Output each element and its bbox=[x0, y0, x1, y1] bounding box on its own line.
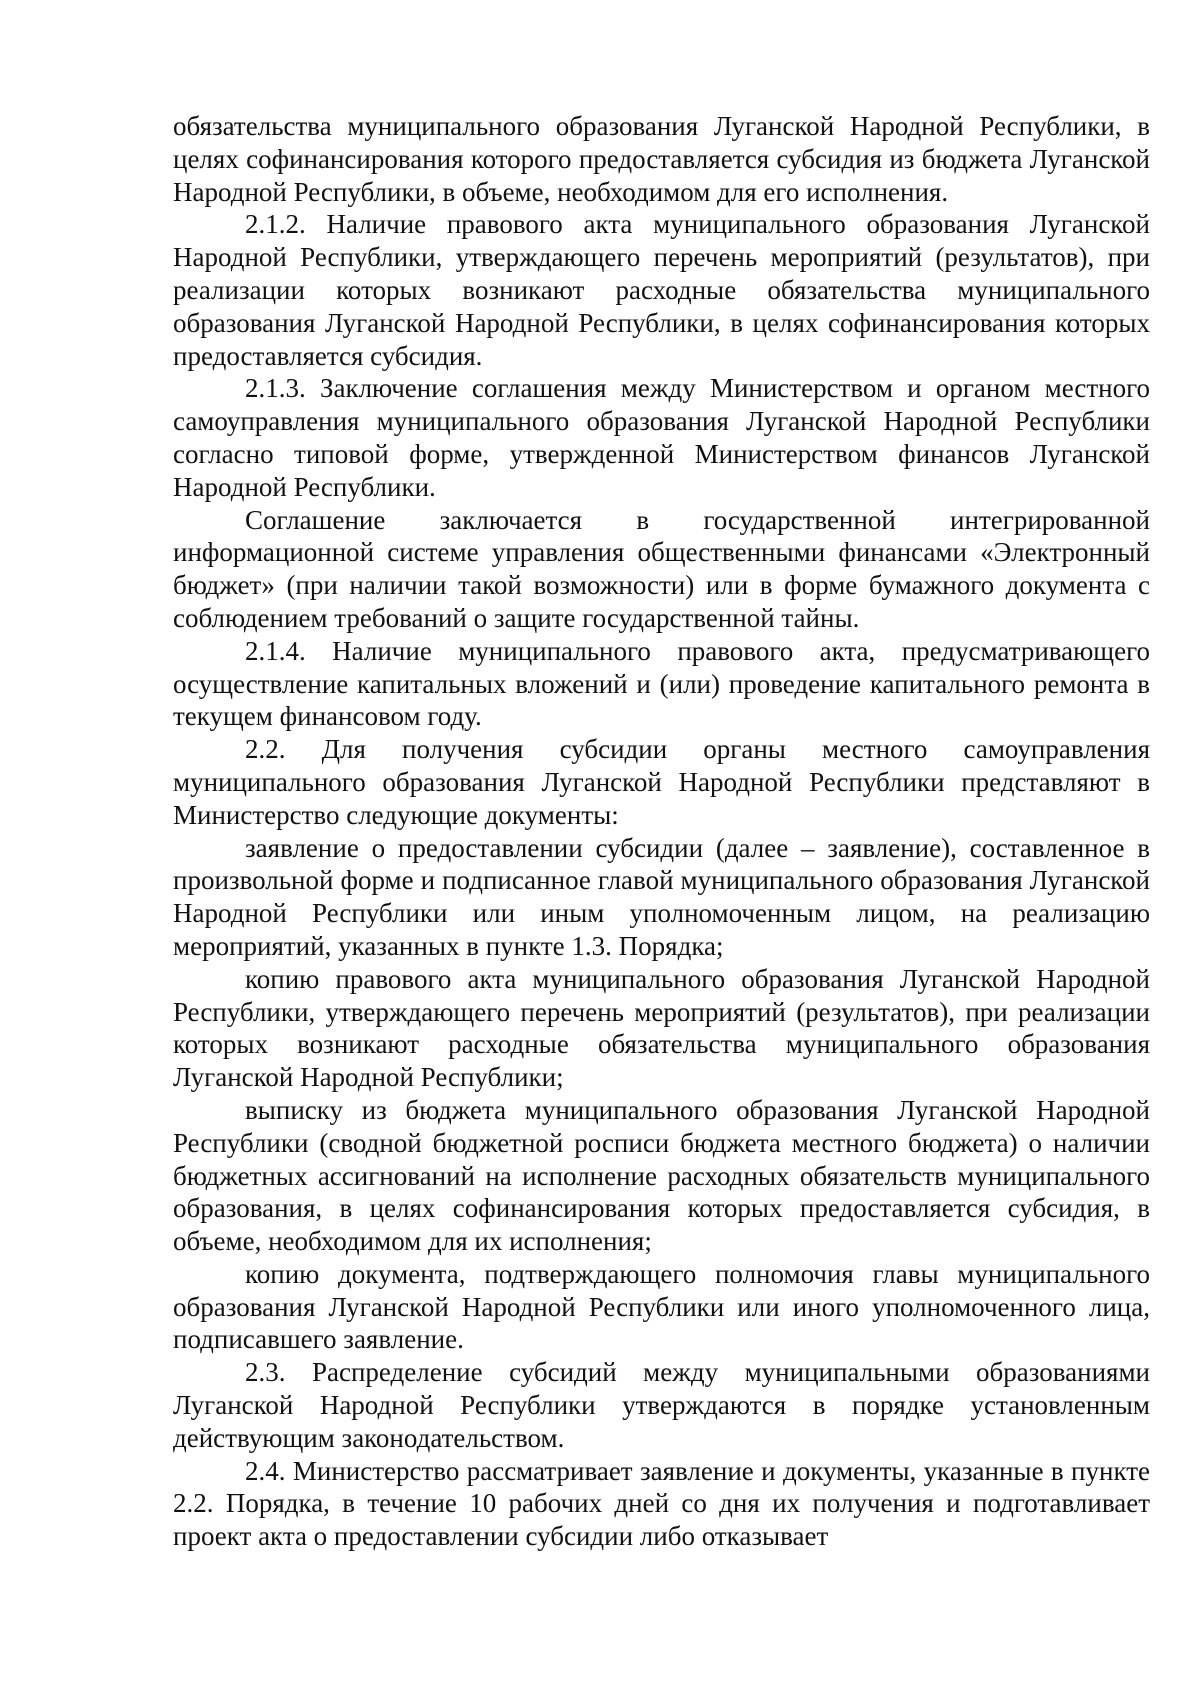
paragraph-2-1-4: 2.1.4. Наличие муниципального правового акта, предусматривающего осуществление капитальных вложений и (или) проведение капитального ремонта в текущем финансовом году. bbox=[173, 635, 1150, 732]
paragraph-2-1-3: 2.1.3. Заключение соглашения между Министерством и органом местного самоуправления муниципального образования Луганской Народной Республики согласно типовой форме, утвержденной Министерством финансов Луганской Народной Республики. bbox=[173, 373, 1150, 502]
paragraph-2-4: 2.4. Министерство рассматривает заявление и документы, указанные в пункте 2.2. Порядка, в течение 10 рабочих дней со дня их получения и подготавливает проект акта о предоставлении субсидии либо отказывает bbox=[173, 1455, 1150, 1552]
paragraph-2-1-2: 2.1.2. Наличие правового акта муниципального образования Луганской Народной Республики, утверждающего перечень мероприятий (результатов), при реализации которых возникают расходные обязательства муниципального образования Луганской Народной Республики, в целях софинансирования которых предоставляется субсидия. bbox=[173, 209, 1150, 371]
paragraph-continuation: обязательства муниципального образования Луганской Народной Республики, в целях софинансирования которого предоставляется субсидия из бюджета Луганской Народной Республики, в объеме, необходимом для его исполнения. bbox=[173, 111, 1150, 207]
paragraph-authority-copy: копию документа, подтверждающего полномочия главы муниципального образования Луганской Народной Республики или иного уполномоченного лица, подписавшего заявление. bbox=[173, 1258, 1150, 1355]
paragraph-application: заявление о предоставлении субсидии (далее – заявление), составленное в произвольной форме и подписанное главой муниципального образования Луганской Народной Республики или иным уполномоченным лицом, на реализацию мероприятий, указанных в пункте 1.3. Порядка; bbox=[173, 832, 1150, 961]
document-body bbox=[173, 110, 1150, 1553]
paragraph-2-2: 2.2. Для получения субсидии органы местного самоуправления муниципального образования Луганской Народной Республики представляют в Министерство следующие документы: bbox=[173, 734, 1150, 830]
paragraph-agreement: Соглашение заключается в государственной интегрированной информационной системе управления общественными финансами «Электронный бюджет» (при наличии такой возможности) или в форме бумажного документа с соблюдением требований о защите государственной тайны. bbox=[173, 504, 1150, 633]
paragraph-budget-extract: выписку из бюджета муниципального образования Луганской Народной Республики (сводной бюджетной росписи бюджета местного бюджета) о наличии бюджетных ассигнований на исполнение расходных обязательств муниципального образования, в целях софинансирования которых предоставляется субсидия, в объеме, необходимом для их исполнения; bbox=[173, 1094, 1150, 1257]
paragraph-legal-act-copy: копию правового акта муниципального образования Луганской Народной Республики, утверждающего перечень мероприятий (результатов), при реализации которых возникают расходные обязательства муниципального образования Луганской Народной Республики; bbox=[173, 963, 1150, 1093]
paragraph-2-3: 2.3. Распределение субсидий между муниципальными образованиями Луганской Народной Республики утверждаются в порядке установленным действующим законодательством. bbox=[173, 1357, 1150, 1453]
